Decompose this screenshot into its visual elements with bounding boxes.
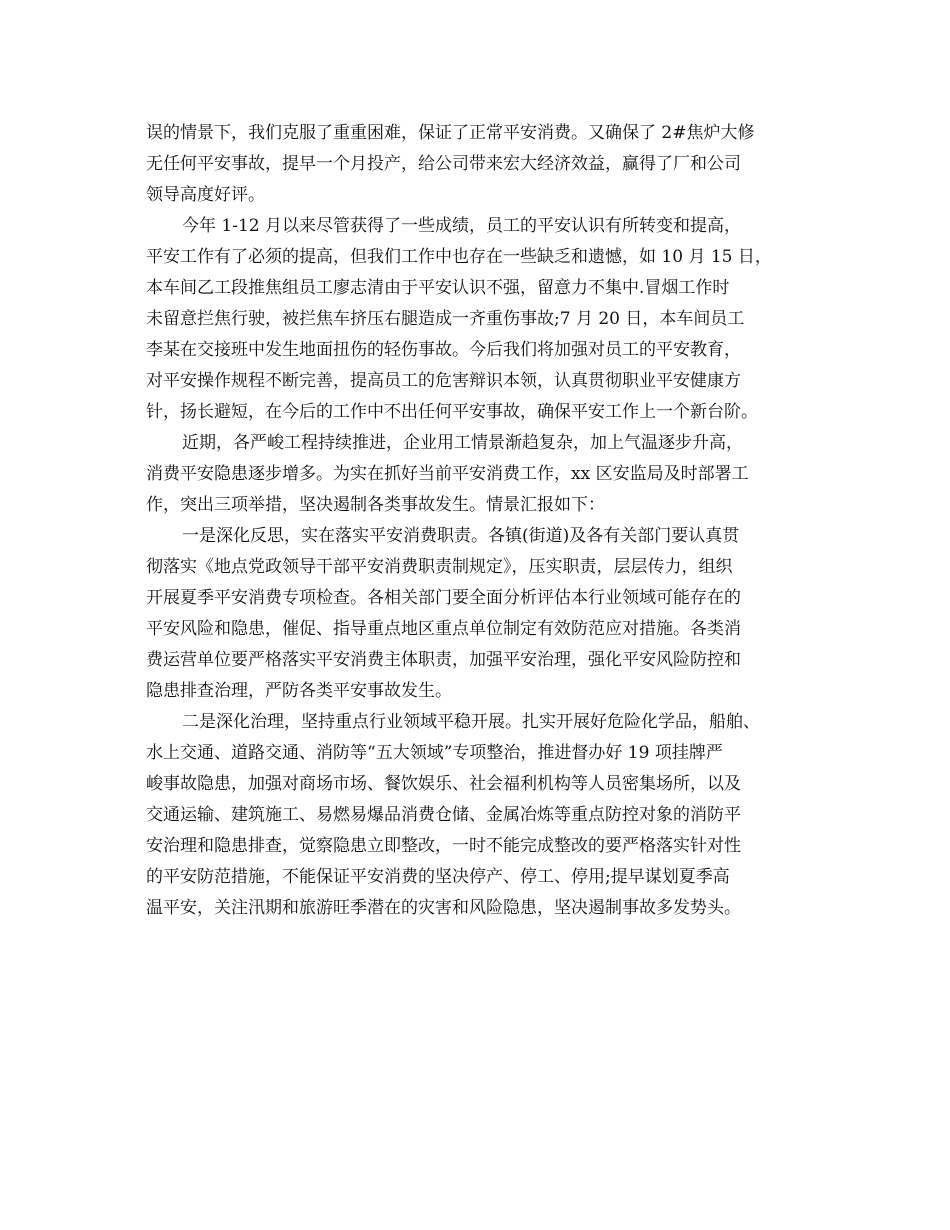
text-line: 彻落实《地点党政领导干部平安消费职责制规定》，压实职责，层层传力，组织 xyxy=(146,557,733,577)
text-line: 李某在交接班中发生地面扭伤的轻伤事故。今后我们将加强对员工的平安教育， xyxy=(146,340,741,360)
text-line: 的平安防范措施，不能保证平安消费的坚决停产、停工、停用;提早谋划夏季高 xyxy=(146,867,730,887)
text-line: 一是深化反思，实在落实平安消费职责。各镇(街道)及各有关部门要认真贯 xyxy=(182,526,740,546)
text-line: 平安风险和隐患，催促、指导重点地区重点单位制定有效防范应对措施。各类消 xyxy=(146,619,741,639)
text-line: 二是深化治理，坚持重点行业领域平稳开展。扎实开展好危险化学品，船舶、 xyxy=(182,712,760,732)
text-line: 今年 1-12 月以来尽管获得了一些成绩，员工的平安认识有所转变和提高， xyxy=(182,216,741,236)
text-line: 安治理和隐患排查，觉察隐患立即整改，一时不能完成整改的要严格落实针对性 xyxy=(146,836,741,856)
text-line: 本车间乙工段推焦组员工廖志清由于平安认识不强，留意力不集中.冒烟工作时 xyxy=(146,278,730,298)
text-line: 作，突出三项举措，坚决遏制各类事故发生。情景汇报如下： xyxy=(146,495,605,515)
text-line: 近期，各严峻工程持续推进，企业用工情景渐趋复杂，加上气温逐步升高， xyxy=(182,433,743,453)
text-line: 峻事故隐患，加强对商场市场、餐饮娱乐、社会福利机构等人员密集场所，以及 xyxy=(146,774,741,794)
text-line: 费运营单位要严格落实平安消费主体职责，加强平安治理，强化平安风险防控和 xyxy=(146,650,741,670)
document-body xyxy=(146,118,826,924)
text-line: 对平安操作规程不断完善，提高员工的危害辩识本领，认真贯彻职业平安健康方 xyxy=(146,371,741,391)
text-line: 开展夏季平安消费专项检查。各相关部门要全面分析评估本行业领域可能存在的 xyxy=(146,588,741,608)
text-line: 针，扬长避短，在今后的工作中不出任何平安事故，确保平安工作上一个新台阶。 xyxy=(146,402,758,422)
text-line: 领导高度好评。 xyxy=(146,185,265,205)
text-line: 交通运输、建筑施工、易燃易爆品消费仓储、金属冶炼等重点防控对象的消防平 xyxy=(146,805,741,825)
text-line: 隐患排查治理，严防各类平安事故发生。 xyxy=(146,681,452,701)
text-line: 水上交通、道路交通、消防等“五大领域”专项整治，推进督办好 19 项挂牌严 xyxy=(146,743,723,763)
text-line: 误的情景下，我们克服了重重困难，保证了正常平安消费。又确保了 2#焦炉大修 xyxy=(146,123,755,143)
text-line: 消费平安隐患逐步增多。为实在抓好当前平安消费工作，xx 区安监局及时部署工 xyxy=(146,464,749,484)
text-line: 平安工作有了必须的提高，但我们工作中也存在一些缺乏和遗憾，如 10 月 15 日， xyxy=(146,247,772,267)
text-line: 温平安，关注汛期和旅游旺季潜在的灾害和风险隐患，坚决遏制事故多发势头。 xyxy=(146,898,741,918)
text-line: 未留意拦焦行驶，被拦焦车挤压右腿造成一齐重伤事故;7 月 20 日，本车间员工 xyxy=(146,309,745,329)
text-line: 无任何平安事故，提早一个月投产，给公司带来宏大经济效益，赢得了厂和公司 xyxy=(146,154,741,174)
